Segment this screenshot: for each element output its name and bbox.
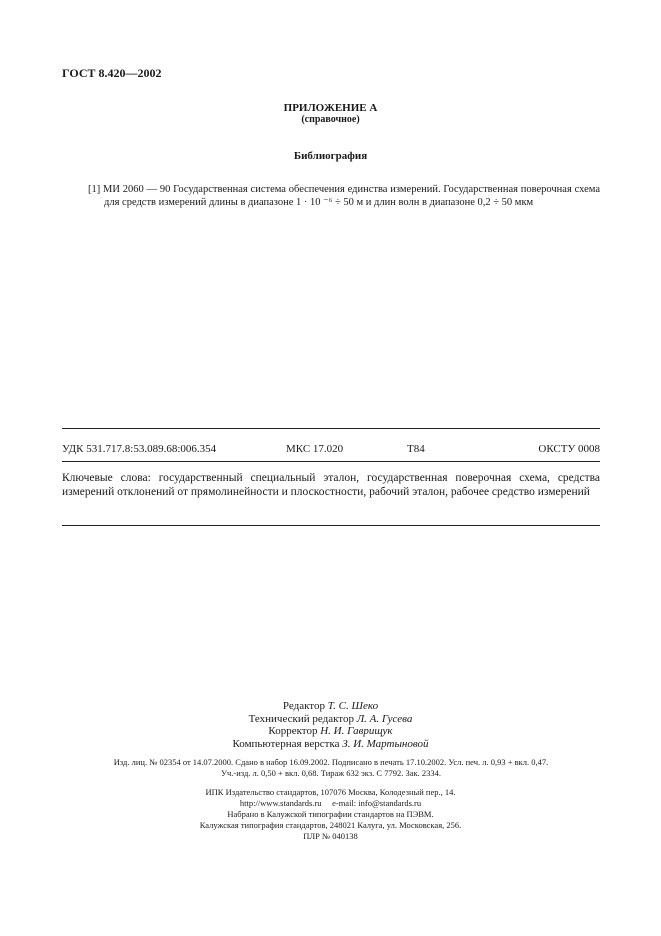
divider-top (62, 428, 600, 429)
publisher-info (0, 787, 661, 842)
publisher-line-3: Набрано в Калужской типографии стандартов на ПЭВМ. (227, 809, 434, 819)
appendix-title: ПРИЛОЖЕНИЕ А (283, 102, 378, 114)
mks-code: МКС 17.020 (286, 443, 344, 455)
keywords: Ключевые слова: государственный специальный эталон, государственная поверочная схема, средства измерений отклонений от прямолинейности и плоскостности, рабочий эталон, рабочее средство измерений (62, 472, 600, 498)
publisher-line-2: http://www.standards.ru e-mail: info@standards.ru (239, 798, 422, 808)
corrector-line: Корректор Н. И. Гаврищук (268, 725, 393, 737)
editor-line: Редактор Т. С. Шеко (282, 700, 379, 712)
publication-line-1: Изд. лиц. № 02354 от 14.07.2000. Сдано в набор 16.09.2002. Подписано в печать 17.10.2002. Усл. печ. л. 0,93 + вкл. 0,47. (113, 757, 549, 767)
appendix-subtitle: (справочное) (301, 114, 360, 125)
publication-line-2: Уч.-изд. л. 0,50 + вкл. 0,68. Тираж 632 экз. С 7792. Зак. 2334. (220, 768, 442, 778)
publication-info (62, 757, 600, 779)
tech-editor-line: Технический редактор Л. А. Гусева (248, 712, 413, 725)
document-code: ГОСТ 8.420—2002 (62, 66, 162, 80)
staff-credits (0, 700, 661, 750)
layout-name: З. И. Мартыновой (342, 737, 429, 750)
corrector-name: Н. И. Гаврищук (320, 725, 393, 737)
bibliography-title: Библиография (293, 150, 368, 162)
publisher-line-1: ИПК Издательство стандартов, 107076 Москва, Колодезный пер., 14. (205, 787, 456, 797)
editor-name: Т. С. Шеко (327, 700, 379, 712)
bibliography-entry: [1] МИ 2060 — 90 Государственная система обеспечения единства измерений. Государственная поверочная схема для средств измерений длины в диапазоне 1 · 10 ⁻⁶ ÷ 50 м и длин волн в диапазоне 0,2 ÷ 50 мкм (88, 184, 600, 208)
layout-line: Компьютерная верстка З. И. Мартыновой (232, 737, 429, 750)
t-code: Т84 (407, 443, 425, 455)
divider-bottom (62, 525, 600, 526)
okstu-code: ОКСТУ 0008 (538, 443, 600, 455)
udk-code: УДК 531.717.8:53.089.68:006.354 (62, 443, 217, 455)
publisher-line-4: Калужская типография стандартов, 248021 Калуга, ул. Московская, 256. (199, 820, 462, 830)
divider-middle (62, 461, 600, 462)
publisher-line-5: ПЛР № 040138 (303, 831, 358, 841)
tech-editor-name: Л. А. Гусева (356, 712, 413, 725)
